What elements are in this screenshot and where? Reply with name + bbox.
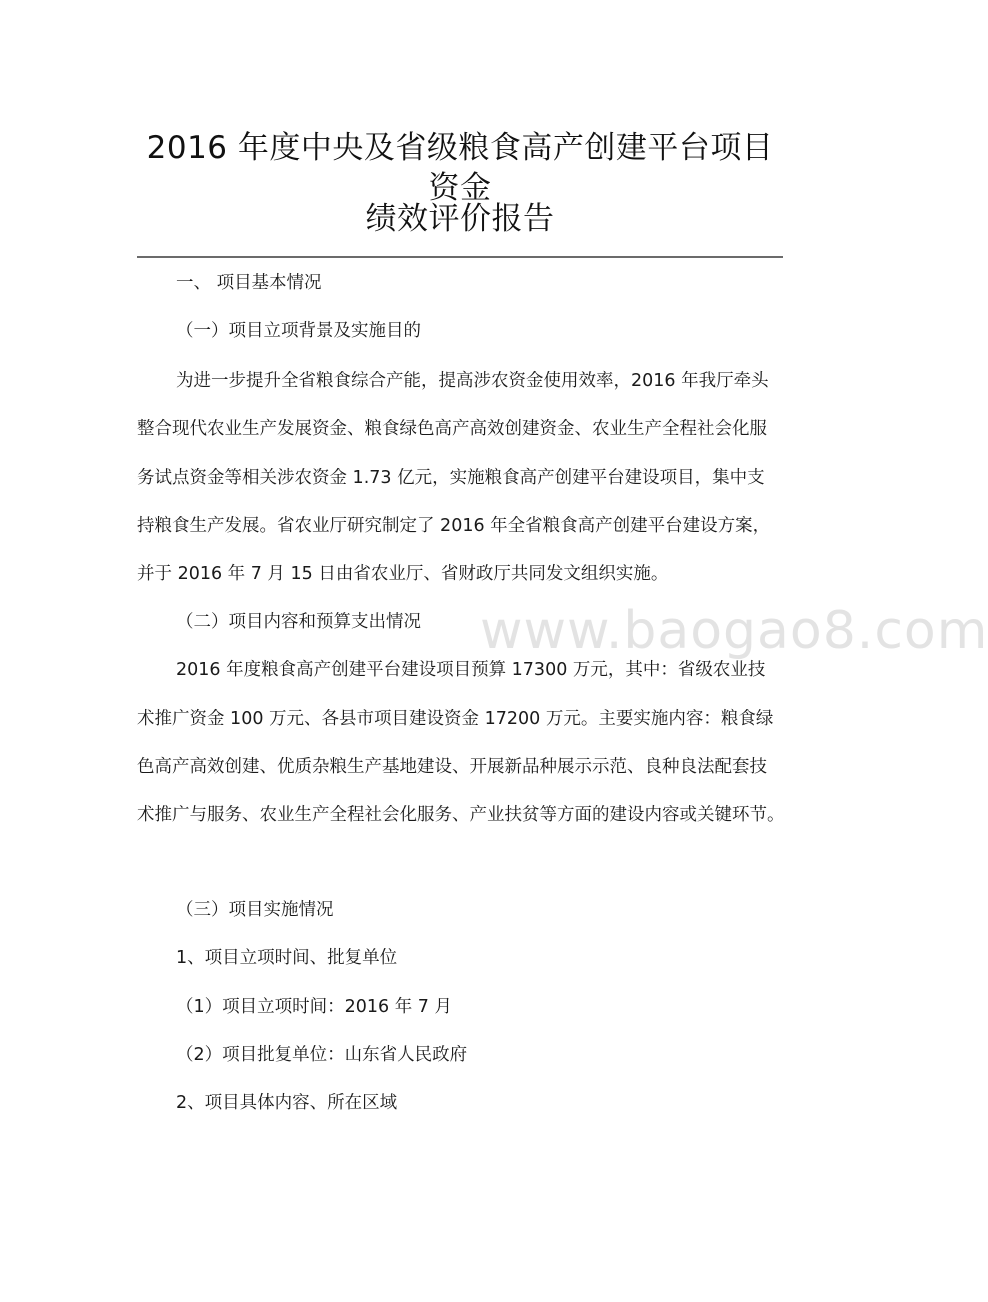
document-title-line-1: 2016 年度中央及省级粮食高产创建平台项目资金 bbox=[146, 130, 774, 206]
subsection-heading: （一）项目立项背景及实施目的 bbox=[176, 321, 421, 341]
paragraph-line: 术推广资金 100 万元、各县市项目建设资金 17200 万元。主要实施内容：粮食绿 bbox=[137, 709, 774, 729]
watermark: www.baogao8.com bbox=[480, 601, 988, 661]
document-title-line-2: 绩效评价报告 bbox=[365, 201, 555, 237]
list-item: 2、项目具体内容、所在区域 bbox=[176, 1093, 398, 1113]
list-item: （1）项目立项时间：2016 年 7 月 bbox=[176, 997, 452, 1017]
paragraph-line: 为进一步提升全省粮食综合产能，提高涉农资金使用效率，2016 年我厅牵头 bbox=[176, 371, 769, 391]
subsection-heading: （三）项目实施情况 bbox=[176, 900, 334, 920]
subsection-heading: （二）项目内容和预算支出情况 bbox=[176, 612, 421, 632]
paragraph-line: 并于 2016 年 7 月 15 日由省农业厅、省财政厅共同发文组织实施。 bbox=[137, 564, 669, 584]
paragraph-line: 2016 年度粮食高产创建平台建设项目预算 17300 万元，其中：省级农业技 bbox=[176, 660, 766, 680]
section-heading: 一、 项目基本情况 bbox=[176, 273, 322, 293]
list-item: 1、项目立项时间、批复单位 bbox=[176, 948, 398, 968]
list-item: （2）项目批复单位：山东省人民政府 bbox=[176, 1045, 468, 1065]
paragraph-line: 整合现代农业生产发展资金、粮食绿色高产高效创建资金、农业生产全程社会化服 bbox=[137, 419, 767, 439]
title-divider bbox=[137, 256, 783, 258]
paragraph-line: 术推广与服务、农业生产全程社会化服务、产业扶贫等方面的建设内容或关键环节。 bbox=[137, 805, 785, 825]
paragraph-line: 色高产高效创建、优质杂粮生产基地建设、开展新品种展示示范、良种良法配套技 bbox=[137, 757, 767, 777]
paragraph-line: 持粮食生产发展。省农业厅研究制定了 2016 年全省粮食高产创建平台建设方案， bbox=[137, 516, 771, 536]
paragraph-line: 务试点资金等相关涉农资金 1.73 亿元，实施粮食高产创建平台建设项目，集中支 bbox=[137, 468, 765, 488]
